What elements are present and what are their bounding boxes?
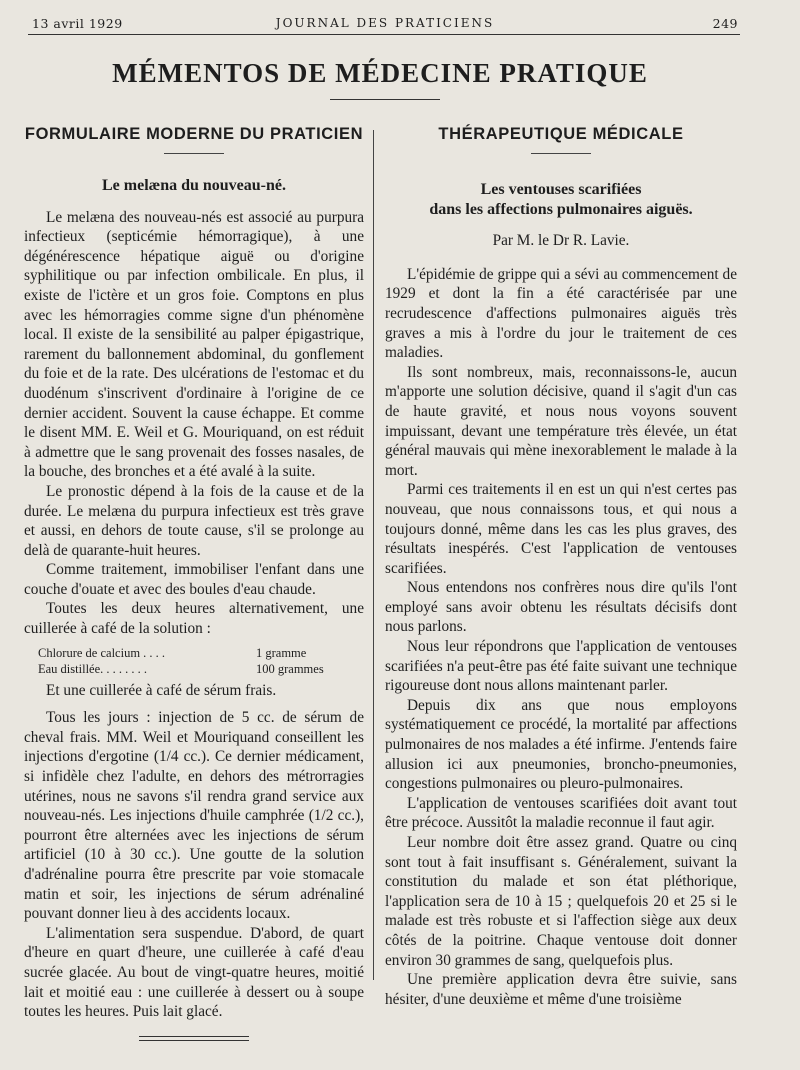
ingredient-name: Eau distillée. . . . . . . . — [38, 661, 148, 676]
prescription-formula — [38, 645, 364, 677]
paragraph: Comme traitement, immobiliser l'enfant dans une couche d'ouate et avec des boules d'eau chaude. — [24, 561, 364, 598]
header-journal-name: JOURNAL DES PRATICIENS — [275, 16, 495, 30]
ingredient-dose: 100 grammes — [256, 661, 324, 676]
article-title-line-2: dans les affections pulmonaires aiguës. — [429, 200, 693, 218]
ingredient-dose: 1 gramme — [256, 645, 307, 660]
paragraph: Tous les jours : injection de 5 cc. de sérum de cheval frais. MM. Weil et Mouriquand conseillent les injections d'ergotine (1/4 cc.). Ce dernier médicament, si infidèle chez l'adulte, en dehors des métrorragies utérines, nous ne savons s'il rendra grand service aux nouveau-nés. Les injections d'huile camphrée (1/2 cc.), pourront être alternées avec les injections de sérum artificiel (10 à 30 cc.). Une goutte de la solution d'adrénaline pourra être prescrite par voie stomacale matin et soir, les injections de sérum adrénaliné pouvant donner lieu à des accidents locaux. — [24, 709, 364, 923]
paragraph: L'alimentation sera suspendue. D'abord, de quart d'heure en quart d'heure, une cuillerée à café d'eau sucrée glacée. Au bout de vingt-quatre heures, moitié lait et moitié eau : une cuillerée à dessert ou à soupe toutes les heures. Puis lait glacé. — [24, 924, 364, 1021]
paragraph: Nous entendons nos confrères nous dire qu'ils l'ont employé sans avoir obtenu les résultats décisifs dont nous parlons. — [385, 579, 737, 636]
article-title-melaena: Le melæna du nouveau-né. — [101, 177, 287, 194]
formula-line — [38, 645, 364, 661]
paragraph: Le melæna des nouveau-nés est associé au purpura infectieux (septicémie hémorragique), à une dégénérescence hépatique aiguë ou d'origine syphilitique ou par infection ombilicale. En plus, il existe de l'ictère et un gros foie. Comptons en plus avec les hémorragies comme signe d'un phénomène local. Il existe de la sensibilité au palper épigastrique, rarement du ballonnement abdominal, du gonflement du foie et de la rate. Des ulcérations de l'estomac et du duodénum s'inscrivent d'ordinaire à l'origine de ce dernier accident. Souvent la cause échappe. Et comme le disent MM. E. Weil et G. Mouriquand, on est réduit à admettre que le sang provenait des fosses nasales, de la bouche, des bronches et a été avalé à la suite. — [24, 208, 364, 481]
section-heading-therapeutique: THÉRAPEUTIQUE MÉDICALE — [438, 125, 684, 143]
paragraph: Nous leur répondrons que l'application de ventouses scarifiées n'a peut-être pas été faite suivant une technique rigoureuse dont nous allons maintenant parler. — [385, 638, 737, 695]
header-date: 13 avril 1929 — [32, 16, 123, 31]
page-number: 249 — [712, 16, 738, 31]
paragraph: Ils sont nombreux, mais, reconnaissons-le, aucun m'apporte une solution décisive, quand il s'agit d'un cas de haute gravité, et nous nous voyons souvent impuissant, devant une température très élevée, un état général mauvais qui mène inexorablement le malade à la mort. — [385, 363, 737, 479]
end-ornament — [139, 1036, 249, 1041]
title-rule — [330, 99, 440, 100]
paragraph: Parmi ces traitements il en est un qui n'est certes pas nouveau, que nous connaissons tous, et qui nous a toujours donné, même dans les cas les plus graves, des résultats inespérés. C'est l'application de ventouses scarifiées. — [385, 481, 737, 577]
section-rule — [164, 153, 224, 154]
paragraph: L'épidémie de grippe qui a sévi au commencement de 1929 et dont la fin a été caractérisée par une recrudescence d'affections pulmonaires aiguës très graves a mis à l'ordre du jour le traitement de ces maladies. — [385, 265, 737, 362]
paragraph: Depuis dix ans que nous employons systématiquement ce procédé, la mortalité par affections pulmonaires de nos malades a été infirme. J'entends faire allusion ici aux pneumonies, broncho-pneumonies, congestions pulmonaires ou pleuro-pulmonaires. — [385, 696, 737, 793]
author-byline: Par M. le Dr R. Lavie. — [492, 232, 630, 250]
section-heading-formulaire: FORMULAIRE MODERNE DU PRATICIEN — [24, 125, 364, 143]
paragraph: Une première application devra être suivie, sans hésiter, d'une deuxième et même d'une troisième — [385, 971, 737, 1008]
formula-line — [38, 661, 364, 677]
paragraph: Le pronostic dépend à la fois de la cause et de la durée. Le melæna du purpura infectieux est très grave et aussi, en dehors de toute cause, s'il se prolonge au delà de quarante-huit heures. — [24, 482, 364, 559]
main-title: MÉMENTOS DE MÉDECINE PRATIQUE — [112, 58, 648, 88]
paragraph: Leur nombre doit être assez grand. Quatre ou cinq sont tout à fait insuffisant s. Généralement, suivant la constitution du malade et son état pléthorique, l'application sera de 10 à 15 ; quelquefois 20 et 25 si le malade est très robuste et si l'affection siège aux deux côtés de la poitrine. Chaque ventouse doit donner environ 30 grammes de sang, quelquefois plus. — [385, 834, 737, 969]
article-title-line-1: Les ventouses scarifiées — [480, 181, 642, 198]
paragraph: Toutes les deux heures alternativement, une cuillerée à café de la solution : — [24, 600, 364, 638]
running-header — [32, 14, 738, 34]
paragraph: Et une cuillerée à café de sérum frais. — [46, 681, 277, 699]
section-rule — [531, 153, 591, 154]
column-divider — [373, 130, 374, 980]
left-column — [24, 125, 364, 1041]
right-column — [385, 125, 737, 1009]
header-rule — [28, 34, 740, 35]
paragraph: L'application de ventouses scarifiées doit avant tout être précoce. Aussitôt la maladie reconnue il faut agir. — [385, 794, 737, 832]
ingredient-name: Chlorure de calcium . . . . — [38, 645, 166, 660]
